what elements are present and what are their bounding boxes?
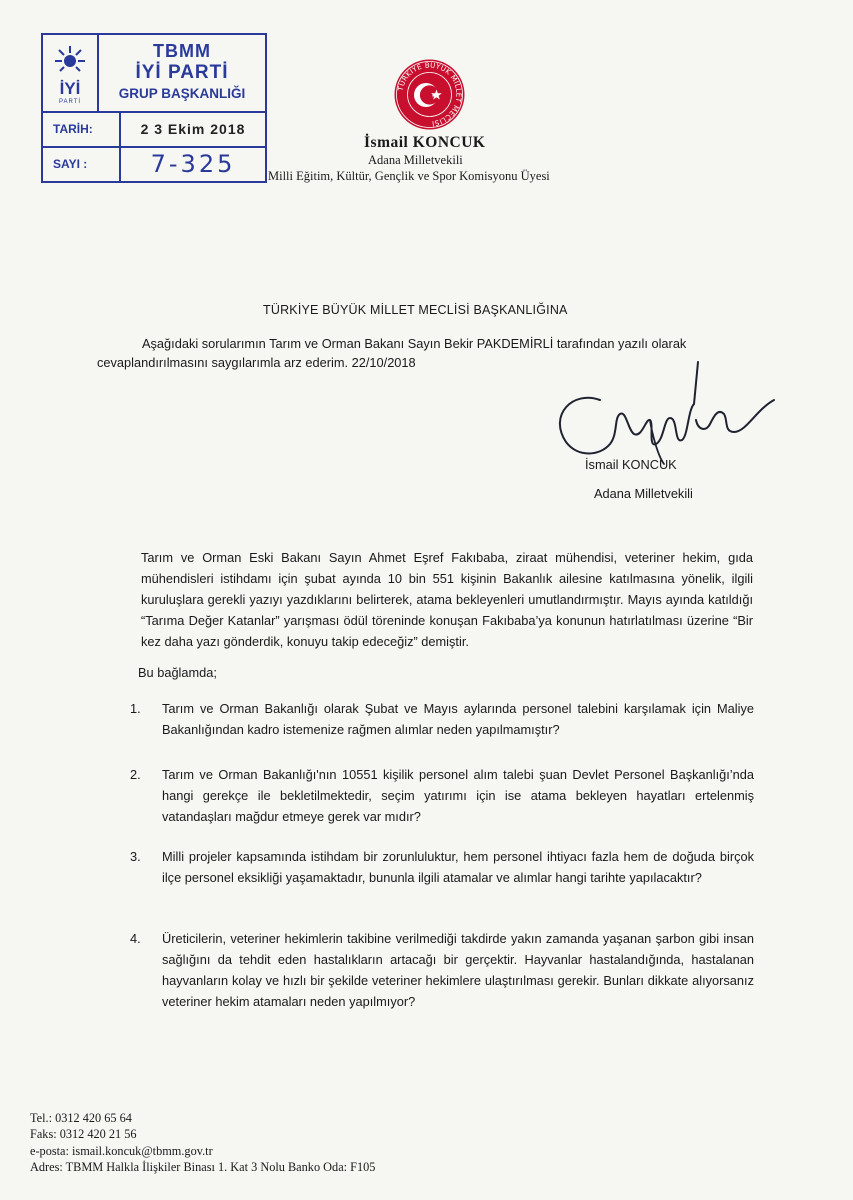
question-item xyxy=(130,764,754,827)
question-number: 1. xyxy=(130,701,141,716)
iyi-parti-logo xyxy=(43,35,99,113)
header-role: Adana Milletvekili xyxy=(368,153,463,167)
signature-role: Adana Milletvekili xyxy=(594,486,693,501)
question-item xyxy=(130,698,754,740)
stamp-line2: İYİ PARTİ xyxy=(135,62,229,83)
header-committee: Milli Eğitim, Kültür, Gençlik ve Spor Komisyonu Üyesi xyxy=(268,169,550,183)
logo-text: İYİ xyxy=(59,79,81,98)
question-text: Üreticilerin, veteriner hekimlerin takibine verilmediği takdirde yakın zamanda yaşanan şarbon gibi insan sağlığını da tehdit eden hastalıkların artacağı bir gerçektir. Hayvanlar hastalandığında, hastalanan hayvanların kolay ve hızlı bir şekilde veteriner hekimlere ulaştırılması gerekir. Bunları dikkate alıyorsanız veteriner hekim atamaları neden yapılmıyor? xyxy=(162,931,754,1009)
footer-email: e-posta: ismail.koncuk@tbmm.gov.tr xyxy=(30,1143,213,1158)
registry-stamp xyxy=(41,33,267,183)
stamp-date-label: TARİH: xyxy=(43,113,121,146)
header-name: İsmail KONCUK xyxy=(364,134,486,151)
stamp-line1: TBMM xyxy=(153,41,211,61)
footer-address: Adres: TBMM Halkla İlişkiler Binası 1. Kat 3 Nolu Banko Oda: F105 xyxy=(30,1159,376,1174)
sun-icon xyxy=(43,37,97,81)
question-number: 2. xyxy=(130,767,141,782)
intro-line1: Aşağıdaki sorularımın Tarım ve Orman Bakanı Sayın Bekir PAKDEMİRLİ tarafından yazılı olarak xyxy=(142,336,687,351)
question-text: Milli projeler kapsamında istihdam bir zorunluluktur, hem personel ihtiyacı fazla hem de doğuda birçok ilçe personel eksikliği yaşamaktadır, bununla ilgili atamalar ve alımlar hangi tarihte yapılacaktır? xyxy=(162,849,754,885)
footer-fax: Faks: 0312 420 21 56 xyxy=(30,1127,137,1142)
question-number: 3. xyxy=(130,849,141,864)
question-item xyxy=(130,928,754,1012)
document-title: TÜRKİYE BÜYÜK MİLLET MECLİSİ BAŞKANLIĞINA xyxy=(263,303,568,317)
tbmm-seal xyxy=(393,58,466,131)
logo-subtext: PARTİ xyxy=(58,99,82,105)
question-text: Tarım ve Orman Bakanlığı'nın 10551 kişilik personel alım talebi şuan Devlet Personel Başkanlığı’nda hangi gerekçe ile bekletilmektedir, seçim yatırımı için ise atama bekleyen hayatları ertelenmiş vatandaşları mağdur etmeye gerek var mıdır? xyxy=(162,767,754,824)
context-line: Bu bağlamda; xyxy=(138,665,217,680)
footer-phone: Tel.: 0312 420 65 64 xyxy=(30,1111,132,1125)
question-number: 4. xyxy=(130,931,141,946)
intro-line2: cevaplandırılmasını saygılarımla arz ederim. 22/10/2018 xyxy=(97,355,416,370)
stamp-number-value: 7-325 xyxy=(150,150,236,178)
stamp-date-value: 2 3 Ekim 2018 xyxy=(140,121,246,137)
body-paragraph-text: Tarım ve Orman Eski Bakanı Sayın Ahmet Eşref Fakıbaba, ziraat mühendisi, veteriner hekim, gıda mühendisleri istihdamı için şubat ayında 10 bin 551 kişinin Bakanlık ailesine katılmasına yönelik, ilgili kuruluşlara gerekli yazıyı yazdıklarını belirterek, atama bekleyenleri umutlandırmıştır. Mayıs ayında katıldığı “Tarıma Değer Katanlar” yarışması ödül töreninde konuşan Fakıbaba’ya konunun hatırlatılması üzerine “Bir kez daha yazı gönderdik, konuyu takip edeceğiz” demiştir. xyxy=(141,550,753,649)
body-paragraph xyxy=(97,547,753,652)
stamp-heading xyxy=(99,35,265,113)
seal-text: TÜRKİYE BÜYÜK MİLLET MECLİSİ xyxy=(396,61,463,128)
stamp-date-row xyxy=(43,113,265,148)
question-item xyxy=(130,846,754,888)
contact-footer xyxy=(30,1110,375,1175)
stamp-number-row xyxy=(43,148,265,183)
handwritten-signature xyxy=(538,360,778,470)
stamp-number-label: SAYI : xyxy=(43,148,121,183)
signature-name: İsmail KONCUK xyxy=(585,457,677,472)
stamp-line3: GRUP BAŞKANLIĞI xyxy=(118,86,246,101)
question-text: Tarım ve Orman Bakanlığı olarak Şubat ve Mayıs aylarında personel talebini karşılamak için Maliye Bakanlığından kadro istemenize rağmen alımlar neden yapılmamıştır? xyxy=(162,701,754,737)
